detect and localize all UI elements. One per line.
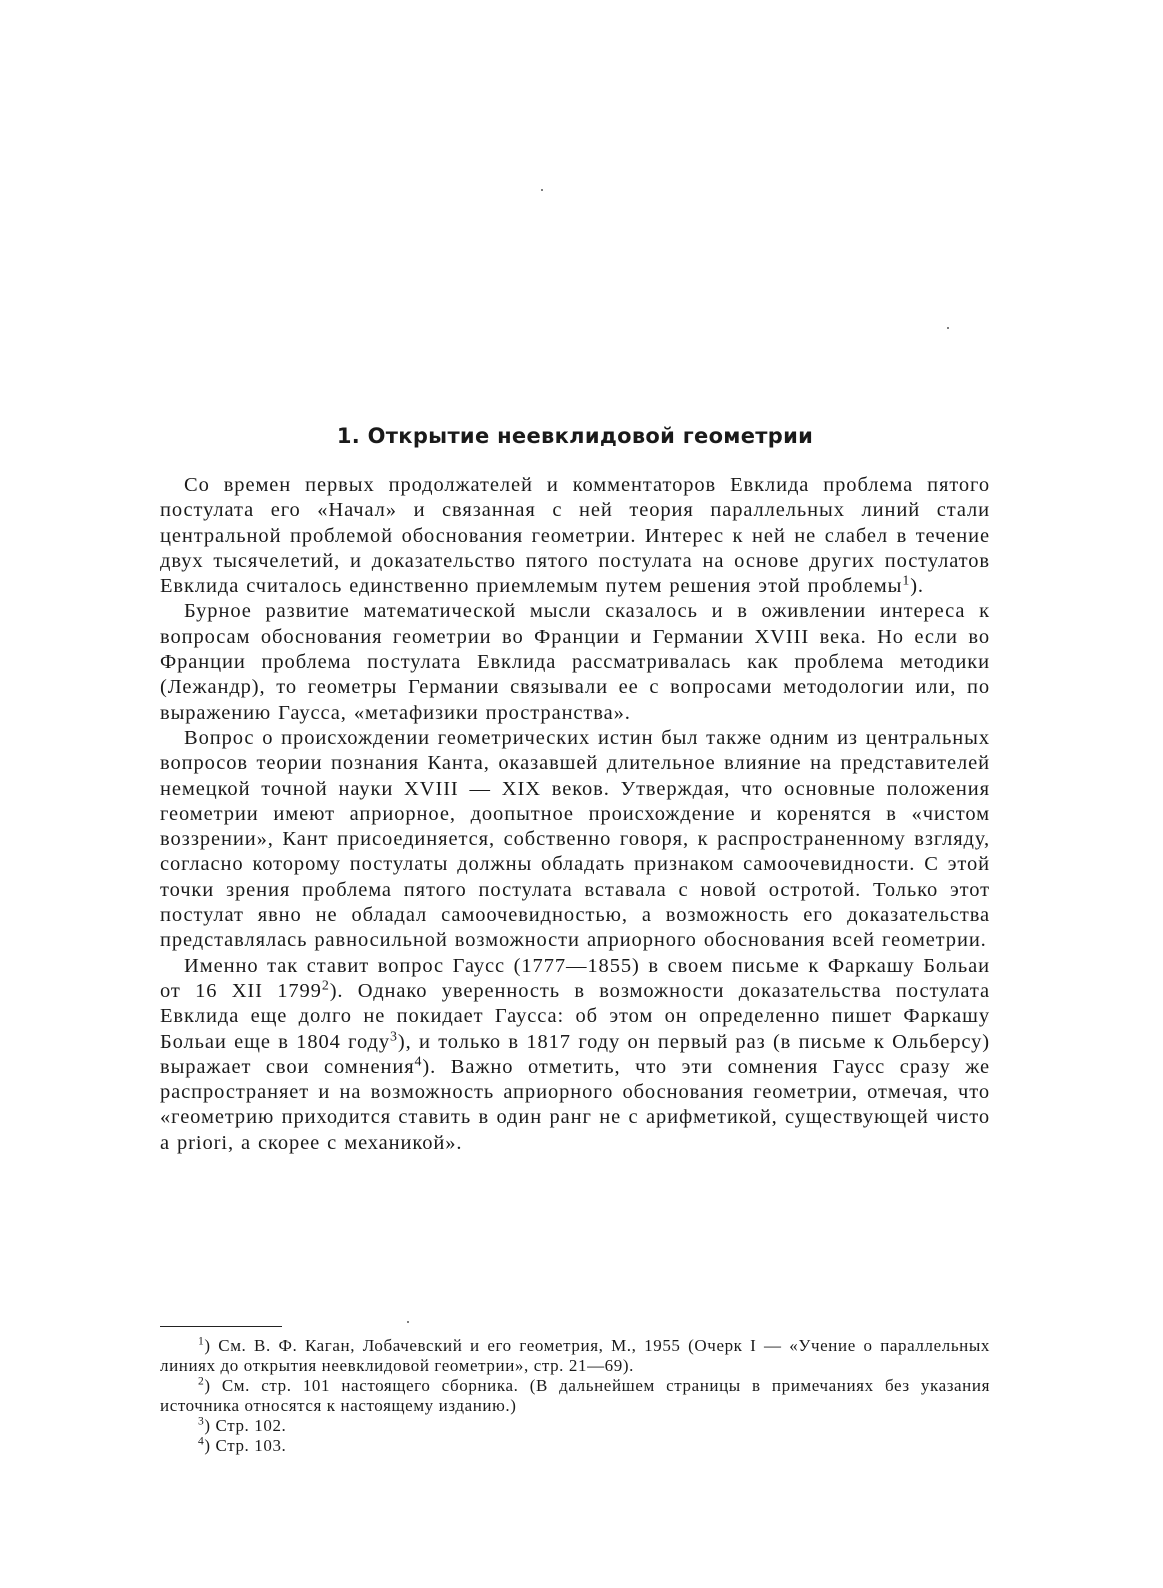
text-run: ). Однако уверенность в возможности доказательства постулата Евклида еще долго не покидает Гаусса: об этом он определенно пишет Фаркашу Больаи еще в 1804 году bbox=[160, 979, 991, 1053]
footnote bbox=[160, 1436, 990, 1456]
text-run: ), и только в 1817 году он первый раз (в письме к Ольберсу) выражает свои сомнения bbox=[160, 1030, 990, 1078]
scan-speck bbox=[947, 327, 949, 329]
chapter-heading: 1. Открытие неевклидовой геометрии bbox=[336, 424, 814, 448]
footnote bbox=[160, 1336, 990, 1376]
footnote-mark: 1 bbox=[198, 1334, 205, 1348]
scan-speck bbox=[541, 189, 543, 191]
footnote-text: ) Стр. 103. bbox=[204, 1436, 287, 1455]
footnote-ref: 2 bbox=[321, 978, 330, 994]
main-text bbox=[160, 473, 990, 1156]
text-run: Вопрос о происхождении геометрических истин был также одним из центральных вопросов теории познания Канта, оказавшей длительное влияние на представителей немецкой точной науки XVIII — XIX веков. Утверждая, что основные положения геометрии имеют априорное, доопытное происхождение и коренятся в «чистом воззрении», Кант присоединяется, собственно говоря, к распространенному взгляду, согласно которому постулаты должны обладать признаком самоочевидности. С этой точки зрения проблема пятого постулата вставала с новой остротой. Только этот постулат явно не обладал самоочевидностью, а возможность его доказательства представлялась равносильной возможности априорного обоснования всей геометрии. bbox=[160, 726, 990, 952]
footnote-ref: 3 bbox=[389, 1028, 398, 1044]
footnote-text: ) См. В. Ф. Каган, Лобачевский и его геометрия, М., 1955 (Очерк I — «Учение о параллельных линиях до открытия неевклидовой геометрии», стр. 21—69). bbox=[160, 1336, 990, 1375]
text-run: Со времен первых продолжателей и комментаторов Евклида проблема пятого постулата его «Начал» и связанная с ней теория параллельных линий стали центральной проблемой обоснования геометрии. Интерес к ней не слабел в течение двух тысячелетий, и доказательство пятого постулата на основе других постулатов Евклида считалось единственно приемлемым путем решения этой проблемы bbox=[160, 474, 990, 598]
footnotes bbox=[160, 1336, 990, 1456]
text-run: Бурное развитие математической мысли сказалось и в оживлении интереса к вопросам обоснования геометрии во Франции и Германии XVIII века. Но если во Франции проблема постулата Евклида рассматривалась как проблема методики (Лежандр), то геометры Германии связывали ее с вопросами методологии или, по выражению Гаусса, «метафизики пространства». bbox=[160, 600, 990, 724]
paragraph bbox=[160, 473, 990, 599]
scan-speck bbox=[407, 1321, 409, 1323]
text-run: ). Важно отметить, что эти сомнения Гаусс сразу же распространяет и на возможность априорного обоснования геометрии, отмечая, что «геометрию приходится ставить в один ранг не с арифметикой, существующей чисто a priori, а скорее с механикой». bbox=[160, 1055, 990, 1154]
footnote bbox=[160, 1416, 990, 1436]
footnote-mark: 2 bbox=[198, 1374, 205, 1388]
footnote-separator bbox=[160, 1326, 282, 1327]
text-run: ). bbox=[910, 575, 924, 598]
paragraph bbox=[160, 599, 990, 725]
paragraph bbox=[160, 954, 990, 1156]
footnote-ref: 4 bbox=[414, 1054, 423, 1070]
paragraph bbox=[160, 726, 990, 954]
footnote-mark: 4 bbox=[198, 1434, 205, 1448]
footnote bbox=[160, 1376, 990, 1416]
footnote-text: ) См. стр. 101 настоящего сборника. (В дальнейшем страницы в примечаниях без указания источника относятся к настоящему изданию.) bbox=[160, 1376, 990, 1415]
footnote-mark: 3 bbox=[198, 1414, 205, 1428]
footnote-ref: 1 bbox=[902, 573, 911, 589]
text-run: Именно так ставит вопрос Гаусс (1777—1855) в своем письме к Фаркашу Больаи от 16 XII 1799 bbox=[160, 954, 990, 1002]
footnote-text: ) Стр. 102. bbox=[204, 1416, 287, 1435]
